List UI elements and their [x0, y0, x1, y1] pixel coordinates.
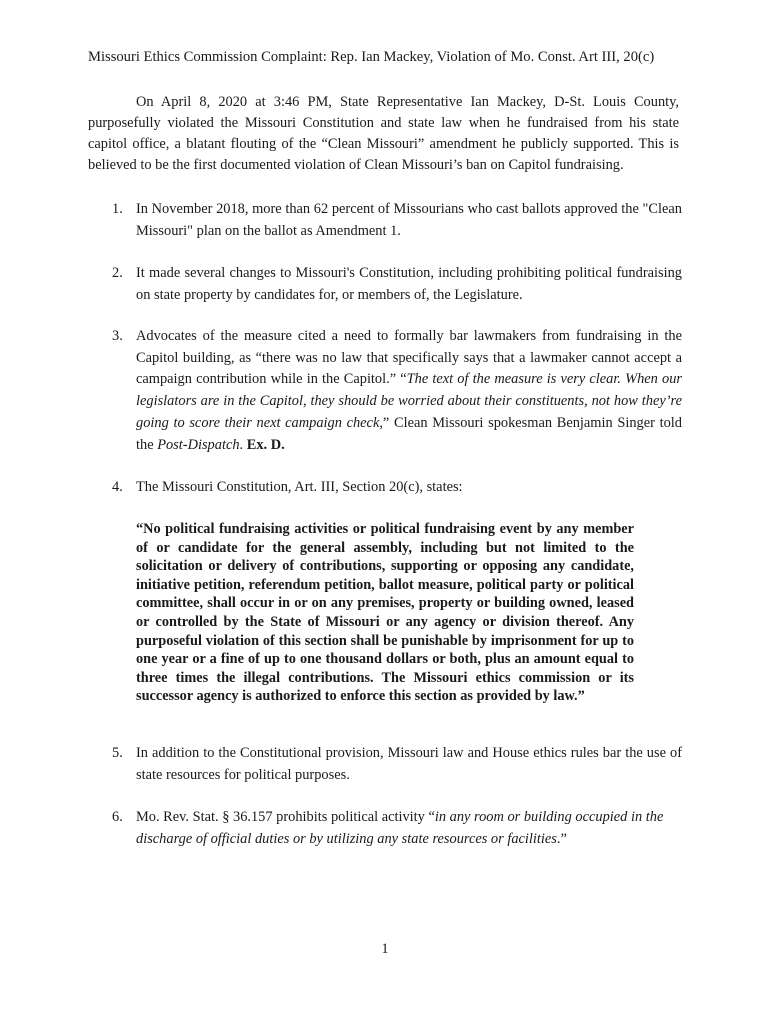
list-item-2	[112, 263, 682, 306]
list-item-number: 4.	[112, 479, 123, 495]
list-item-text	[136, 326, 682, 456]
list-item-5	[112, 743, 682, 786]
item-6-text-a: Mo. Rev. Stat. § 36.157 prohibits political activity “	[136, 809, 435, 825]
document-title: Missouri Ethics Commission Complaint: Rep. Ian Mackey, Violation of Mo. Const. Art III, 20(c)	[88, 49, 655, 65]
list-item-number: 6.	[112, 809, 123, 825]
list-item-number: 3.	[112, 328, 123, 344]
list-item-4	[112, 477, 682, 499]
item-3-text-a: Advocates of the measure cited a need to formally bar lawmakers from fundraising in the Capitol building, as “there was no law that specifically says that a lawmaker cannot accept a campaign contribution while in the Capitol.” “	[136, 328, 682, 388]
item-3-text-c: ,” Clean Missouri spokesman Benjamin Singer told the	[136, 414, 682, 453]
list-item-text: In addition to the Constitutional provision, Missouri law and House ethics rules bar the use of state resources for political purposes.	[136, 745, 682, 783]
item-6-statute-italic: in any room or building occupied in the discharge of official duties or by utilizing any state resources or facilities	[136, 809, 664, 847]
page-number: 1	[381, 941, 389, 957]
constitution-quote: “No political fundraising activities or political fundraising event by any member of or candidate for the general assembly, including but not limited to the solicitation or delivery of contributions, supporting or opposing any candidate, initiative petition, referendum petition, ballot measure, political party or political committee, shall occur in or on any premises, property or building owned, leased or controlled by the State of Missouri or any agency or division thereof. Any purposeful violation of this section shall be punishable by imprisonment for up to one year or a fine of up to one thousand dollars or both, plus an amount equal to three times the illegal contributions. The Missouri ethics commission or its successor agency is authorized to enforce this section as provided by law.”	[136, 521, 634, 705]
item-3-quote-italic: The text of the measure is very clear. When our legislators are in the Capitol, they should be worried about their constituents, not how they’re going to score their next campaign check	[136, 371, 683, 431]
list-item-6	[112, 807, 682, 850]
list-item-3	[112, 326, 682, 456]
list-item-text: The Missouri Constitution, Art. III, Section 20(c), states:	[136, 479, 463, 495]
intro-paragraph: On April 8, 2020 at 3:46 PM, State Representative Ian Mackey, D-St. Louis County, purposefully violated the Missouri Constitution and state law when he fundraised from his state capitol office, a blatant flouting of the “Clean Missouri” amendment he publicly supported. This is believed to be the first documented violation of Clean Missouri’s ban on Capitol fundraising.	[88, 94, 679, 173]
list-item-text: In November 2018, more than 62 percent of Missourians who cast ballots approved the "Clean Missouri" plan on the ballot as Amendment 1.	[136, 201, 682, 239]
list-item-number: 1.	[112, 201, 123, 217]
list-item-number: 5.	[112, 745, 123, 761]
item-3-text-e: .	[239, 436, 247, 453]
item-6-text-c: .”	[556, 830, 567, 847]
list-item-number: 2.	[112, 265, 123, 281]
list-item-1	[112, 199, 682, 242]
item-3-exhibit-ref: Ex. D.	[246, 436, 285, 453]
list-item-text	[136, 807, 682, 850]
item-3-publication: Post-Dispatch	[157, 436, 240, 453]
list-item-text: It made several changes to Missouri's Constitution, including prohibiting political fundraising on state property by candidates for, or members of, the Legislature.	[136, 265, 682, 303]
